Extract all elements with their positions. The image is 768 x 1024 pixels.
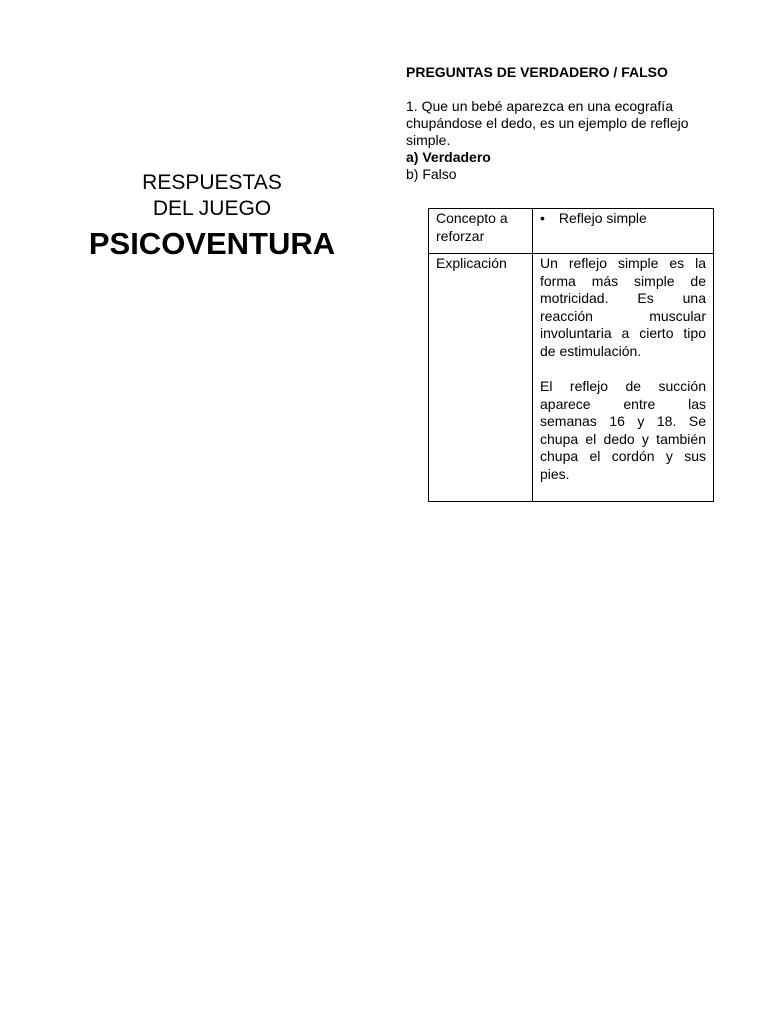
option-a: a) Verdadero [406,149,491,165]
concept-value-cell [533,209,714,254]
explanation-paragraph-2: El reflejo de succión aparece entre las semanas 16 y 18. Se chupa el dedo y también chupa el cordón y sus pies. [540,378,706,482]
concept-label-cell [429,209,533,254]
title-line-2: DEL JUEGO [152,197,272,220]
question-text: 1. Que un bebé aparezca en una ecografía chupándose el dedo, es un ejemplo de reflejo simple. [406,98,689,148]
concept-value: Reflejo simple [558,210,647,226]
table-row-explanation [429,254,714,502]
concept-label: Concepto a reforzar [436,210,508,244]
table-row-concept [429,209,714,254]
explanation-paragraph-1: Un reflejo simple es la forma más simple de motricidad. Es una reacción muscular involuntaria a cierto tipo de estimulación. [540,255,706,359]
document-title [62,170,362,264]
question-section [406,64,716,183]
title-main: PSICOVENTURA [88,226,336,261]
explanation-label-cell [429,254,533,502]
bullet-icon: • [540,210,545,226]
explanation-label: Explicación [436,255,507,271]
option-b: b) Falso [406,166,457,182]
answer-table [428,208,714,502]
explanation-value-cell [533,254,714,502]
section-heading: PREGUNTAS DE VERDADERO / FALSO [406,64,668,80]
title-line-1: RESPUESTAS [142,171,282,194]
